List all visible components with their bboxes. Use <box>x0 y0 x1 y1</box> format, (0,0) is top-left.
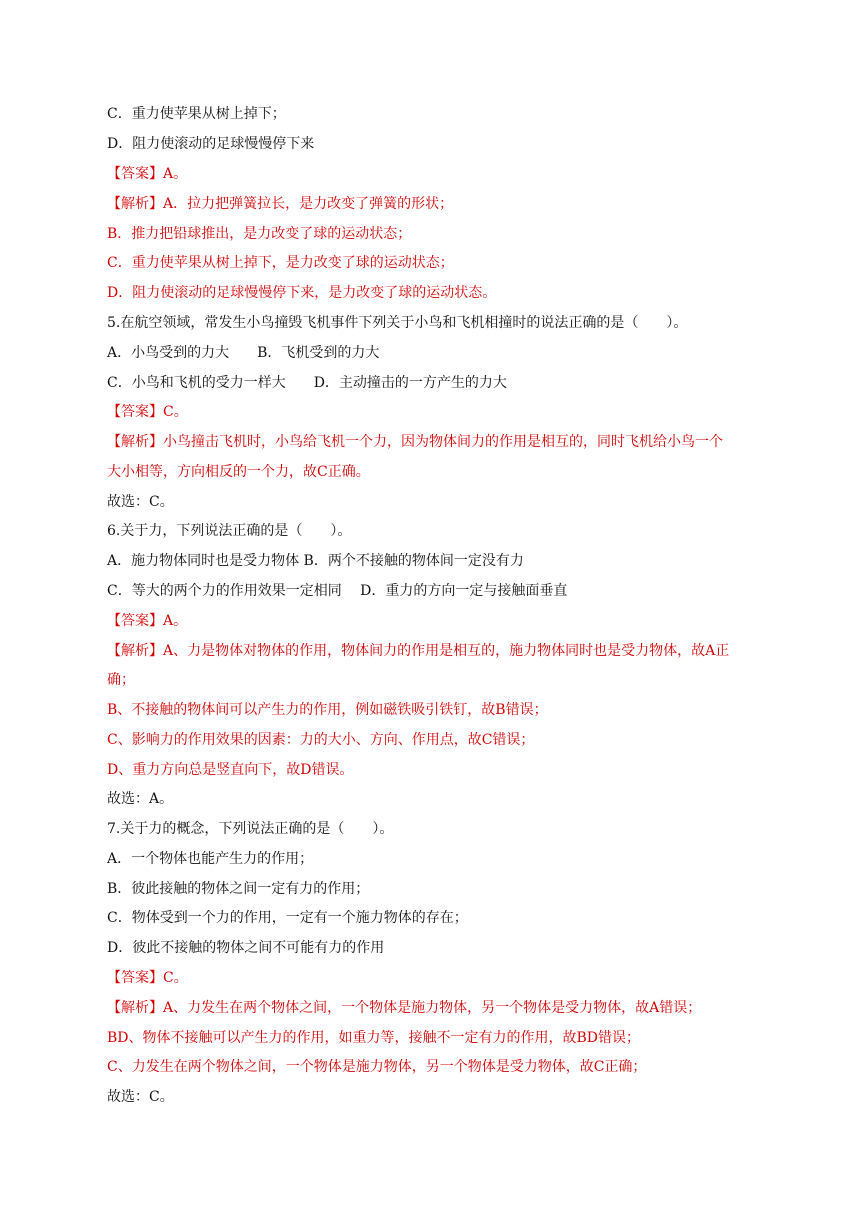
question-7-option-a: A．一个物体也能产生力的作用； <box>107 851 314 867</box>
question-5-options-cd: C．小鸟和飞机的受力一样大 D．主动撞击的一方产生的力大 <box>107 375 507 391</box>
analysis-line: D．阻力使滚动的足球慢慢停下来，是力改变了球的运动状态。 <box>107 285 497 301</box>
analysis-line: D、重力方向总是竖直向下，故D错误。 <box>107 762 354 778</box>
question-7-option-d: D．彼此不接触的物体之间不可能有力的作用 <box>107 940 385 956</box>
question-6-stem: 6.关于力，下列说法正确的是（ ）。 <box>107 523 352 539</box>
analysis-line: 确； <box>107 672 135 688</box>
choice-line: 故选：C。 <box>107 1089 174 1105</box>
analysis-line: 大小相等，方向相反的一个力，故C正确。 <box>107 464 370 480</box>
analysis-line: C、影响力的作用效果的因素：力的大小、方向、作用点，故C错误； <box>107 732 535 748</box>
question-6-options-cd: C．等大的两个力的作用效果一定相同 D．重力的方向一定与接触面垂直 <box>107 583 568 599</box>
question-5-options-ab: A．小鸟受到的力大 B．飞机受到的力大 <box>107 345 380 361</box>
analysis-line: C、力发生在两个物体之间，一个物体是施力物体，另一个物体是受力物体，故C正确； <box>107 1059 647 1075</box>
analysis-line: B．推力把铅球推出，是力改变了球的运动状态； <box>107 226 412 242</box>
question-7-option-c: C．物体受到一个力的作用，一定有一个施力物体的存在； <box>107 910 468 926</box>
analysis-line: 【解析】A、力发生在两个物体之间，一个物体是施力物体，另一个物体是受力物体，故A错误； <box>107 1000 702 1016</box>
answer-label: 【答案】A。 <box>107 613 188 629</box>
option-c-text: C．重力使苹果从树上掉下； <box>107 106 286 122</box>
answer-label: 【答案】A。 <box>107 166 188 182</box>
option-d-text: D．阻力使滚动的足球慢慢停下来 <box>107 136 315 152</box>
choice-line: 故选：C。 <box>107 494 174 510</box>
question-5-stem: 5.在航空领域，常发生小鸟撞毁飞机事件下列关于小鸟和飞机相撞时的说法正确的是（ ）。 <box>107 315 688 331</box>
analysis-line: B、不接触的物体间可以产生力的作用，例如磁铁吸引铁钉，故B错误； <box>107 702 548 718</box>
question-6-options-ab: A．施力物体同时也是受力物体 B．两个不接触的物体间一定没有力 <box>107 553 524 569</box>
question-7-option-b: B．彼此接触的物体之间一定有力的作用； <box>107 881 370 897</box>
analysis-line: C．重力使苹果从树上掉下，是力改变了球的运动状态； <box>107 255 454 271</box>
answer-label: 【答案】C。 <box>107 970 188 986</box>
analysis-line: 【解析】A．拉力把弹簧拉长，是力改变了弹簧的形状； <box>107 196 454 212</box>
question-7-stem: 7.关于力的概念，下列说法正确的是（ ）。 <box>107 821 394 837</box>
analysis-line: 【解析】A、力是物体对物体的作用，物体间力的作用是相互的，施力物体同时也是受力物体，故A正 <box>107 643 730 659</box>
choice-line: 故选：A。 <box>107 791 174 807</box>
analysis-line: BD、物体不接触可以产生力的作用，如重力等，接触不一定有力的作用，故BD错误； <box>107 1030 641 1046</box>
analysis-line: 【解析】小鸟撞击飞机时，小鸟给飞机一个力，因为物体间力的作用是相互的，同时飞机给小鸟一个 <box>107 434 723 450</box>
answer-label: 【答案】C。 <box>107 404 188 420</box>
